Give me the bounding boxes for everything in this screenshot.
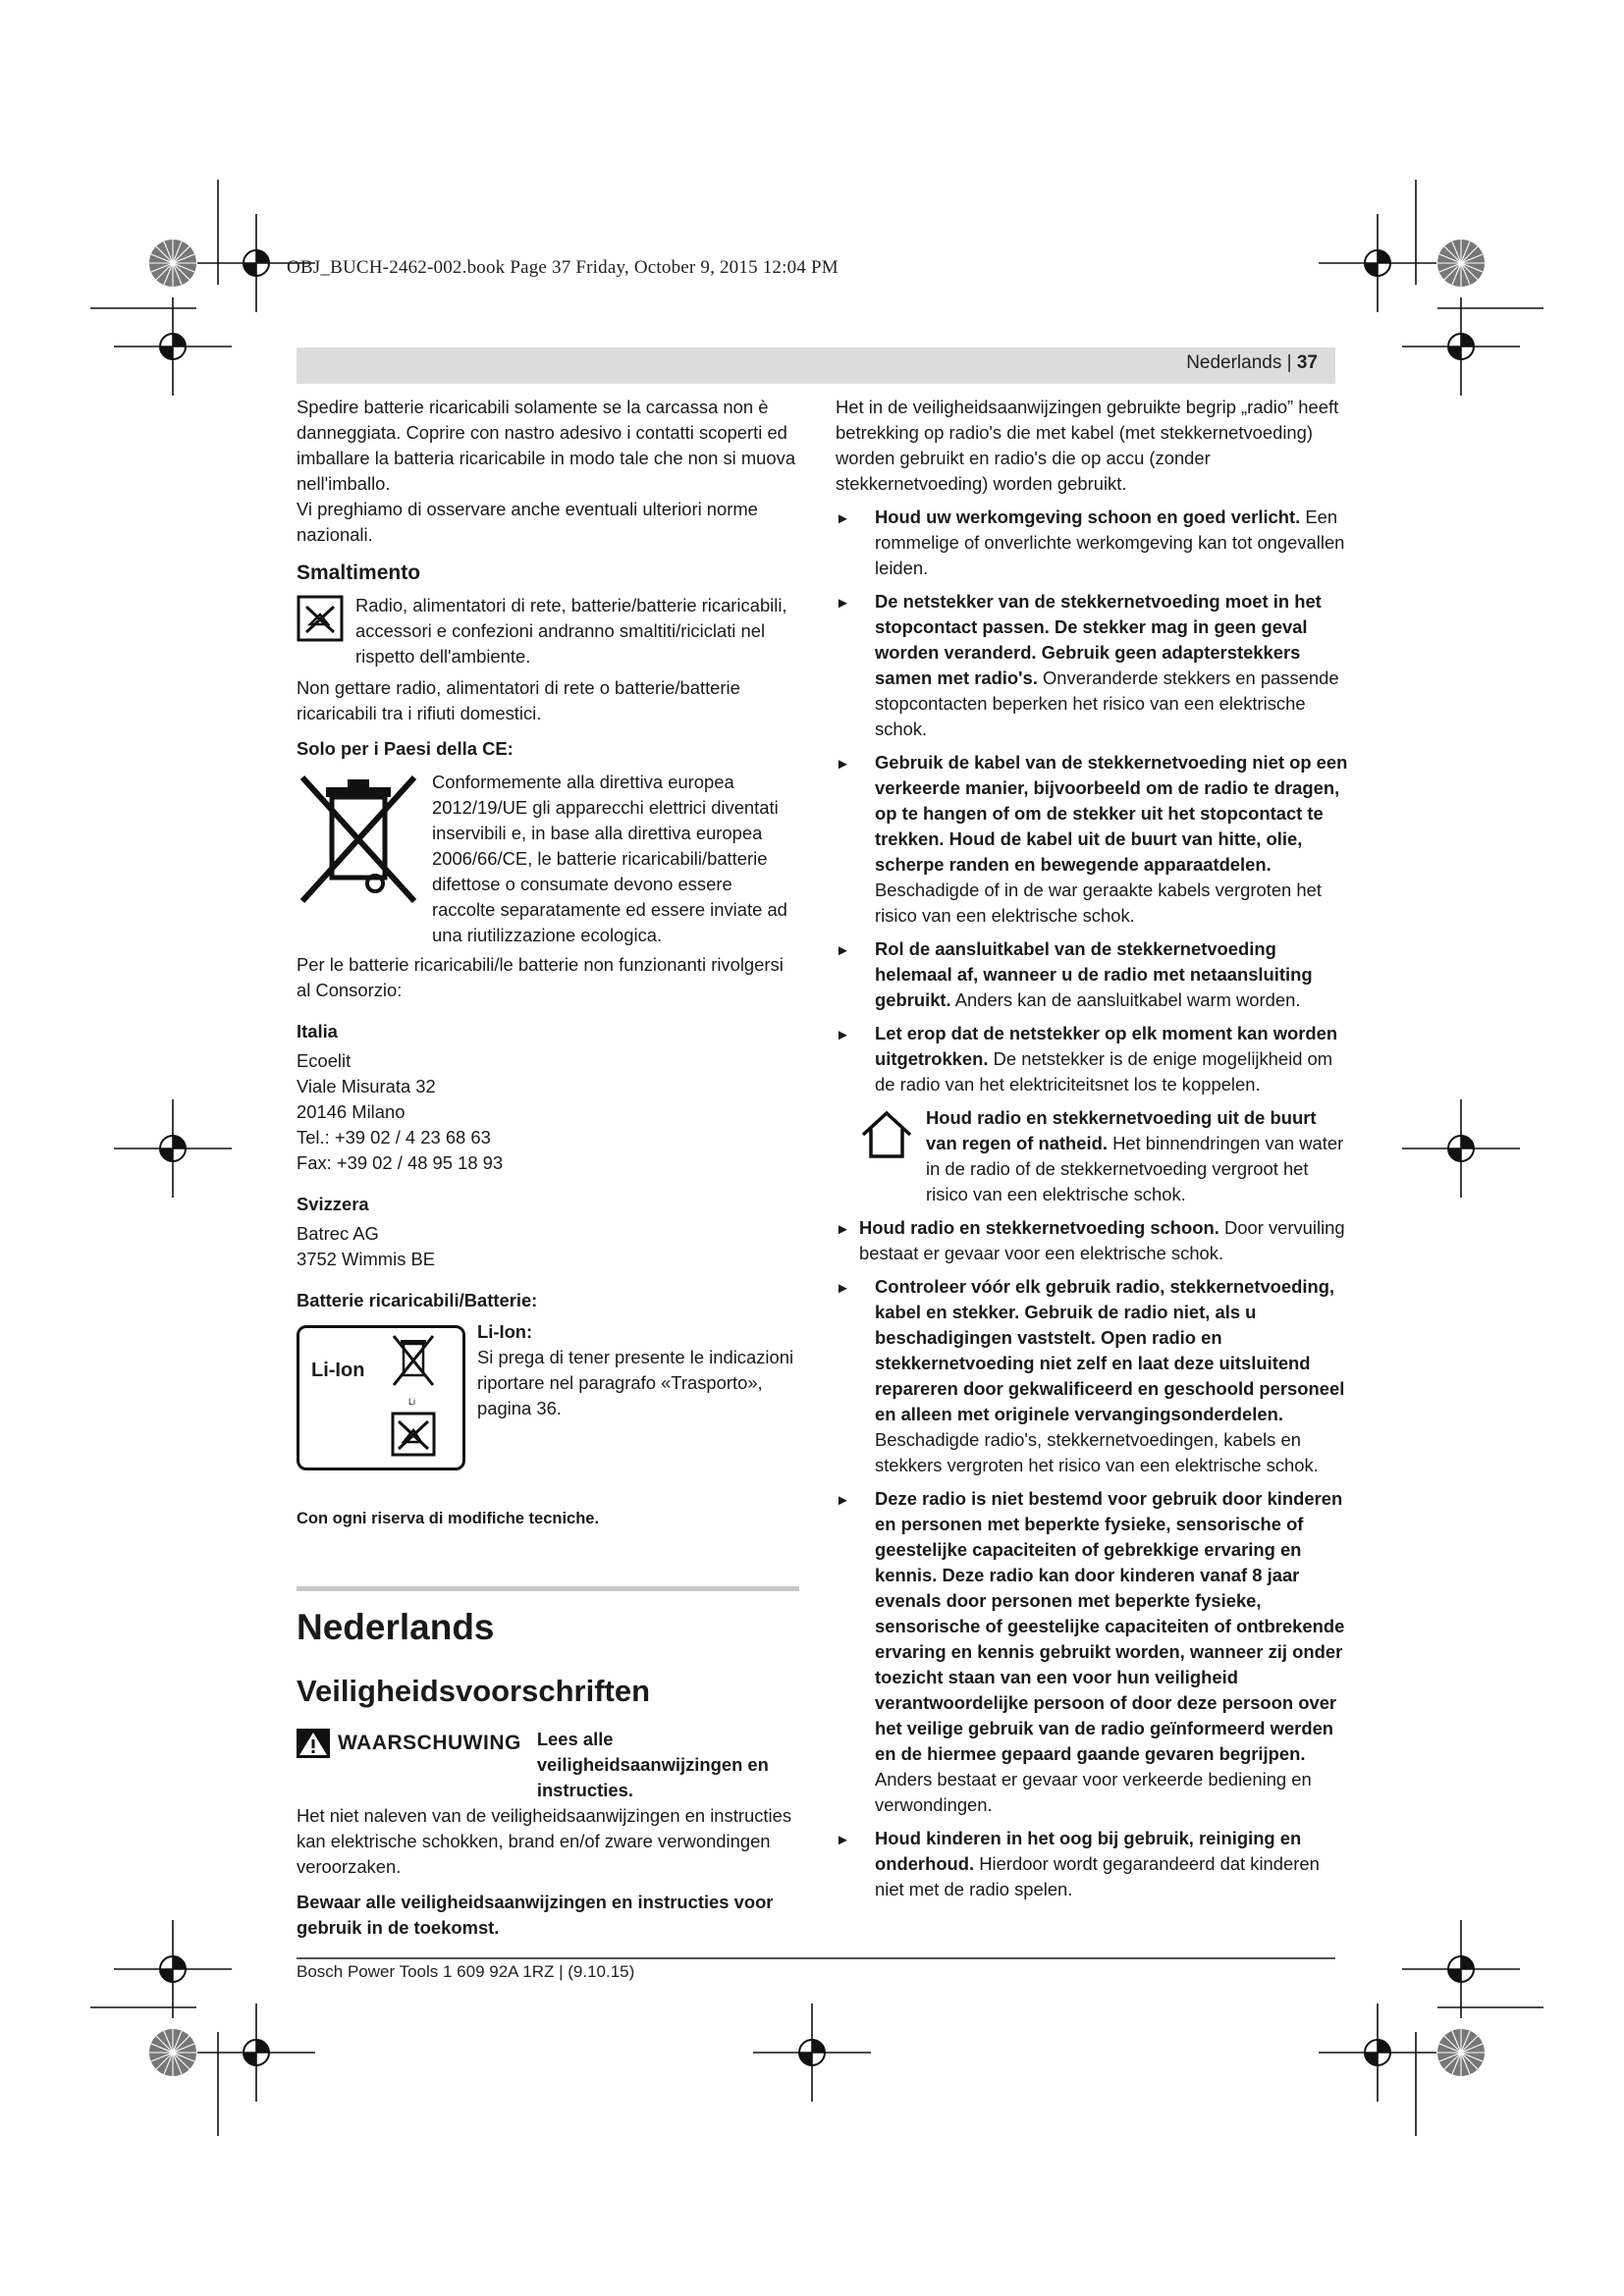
right-column (836, 395, 1351, 1902)
bullet-bold: Deze radio is niet bestemd voor gebruik door kinderen en personen met beperkte fysieke, sensorische of geestelijke capaciteiten of gebrekkige ervaring en kennis. Deze radio kan door kinderen vanaf 8 jaar evenals door personen met beperkte fysieke, sensorische of geestelijke capaciteiten of ontbrekende ervaring en kennis gebruikt worden, wanneer zij onder toezicht staan van een voor hun veiligheid verantwoordelijke persoon of door deze persoon over het veilige gebruik van de radio geïnformeerd werden en de hiermee gepaard gaande gevaren begrijpen. (875, 1488, 1345, 1764)
bullet-text: Onveranderde stekkers en passende stopcontacten beperken het risico van een elektrische schok. (875, 667, 1339, 739)
bullet-bold: Rol de aansluitkabel van de stekkernetvoeding helemaal af, wanneer u de radio met netaansluiting gebruikt. (875, 938, 1313, 1010)
safety-bullet (836, 936, 1351, 1013)
bullet-arrow-icon: ► (836, 1492, 850, 1509)
warning-block (297, 1727, 799, 1880)
bullet-text: Anders kan de aansluitkabel warm worden. (950, 989, 1301, 1010)
header-separator: | (1281, 352, 1297, 373)
batterie-heading: Batterie ricaricabili/Batterie: (297, 1290, 538, 1310)
transport-paragraph: Spedire batterie ricaricabili solamente se la carcassa non è danneggiata. Coprire con nastro adesivo i contatti scoperti ed imballare la batteria ricaricabile in modo tale che non si muova nell'imballo. (297, 397, 796, 494)
consorzio-paragraph: Per le batterie ricaricabili/le batterie non funzionanti rivolgersi al Consorzio: (297, 954, 784, 1000)
address-line: Viale Misurata 32 (297, 1076, 436, 1096)
page-header (1186, 352, 1318, 374)
bullet-text: Hierdoor wordt gegarandeerd dat kinderen niet met de radio spelen. (875, 1853, 1320, 1899)
warning-label: WAARSCHUWING (338, 1732, 521, 1754)
warning-triangle-icon (297, 1729, 330, 1758)
bullet-text: Door vervuiling bestaat er gevaar voor een elektrische schok. (859, 1217, 1345, 1263)
file-slug: OBJ_BUCH-2462-002.book Page 37 Friday, October 9, 2015 12:04 PM (287, 257, 839, 278)
bullet-arrow-icon: ► (836, 756, 850, 773)
safety-bullet (836, 1826, 1351, 1902)
bullet-arrow-icon: ► (836, 1027, 850, 1043)
norms-paragraph: Vi preghiamo di osservare anche eventuali ulteriori norme nazionali. (297, 499, 758, 545)
recycle-box-icon (297, 595, 344, 642)
house-icon (859, 1109, 914, 1160)
nederlands-heading: Nederlands (297, 1607, 495, 1647)
bullet-text: Beschadigde of in de war geraakte kabels vergroten het risico van een elektrische schok. (875, 880, 1322, 926)
bullet-text: De netstekker is de enige mogelijkheid om de radio van het elektriciteitsnet los te koppelen. (875, 1048, 1333, 1095)
bullet-bold: Gebruik de kabel van de stekkernetvoeding niet op een verkeerde manier, bijvoorbeeld om de radio te dragen, op te hangen of om de stekker uit het stopcontact te trekken. Houd de kabel uit de buurt van hitte, olie, scherpe randen en bewegende apparaatdelen. (875, 752, 1348, 875)
bullet-text: Een rommelige of onverlichte werkomgeving kan tot ongevallen leiden. (875, 507, 1345, 578)
italia-heading: Italia (297, 1021, 338, 1041)
bullet-arrow-icon: ► (836, 510, 850, 527)
address-line: Fax: +39 02 / 48 95 18 93 (297, 1152, 504, 1173)
household-waste-paragraph: Non gettare radio, alimentatori di rete o batterie/batterie ricaricabili tra i rifiuti domestici. (297, 677, 740, 723)
bullet-bold: Let erop dat de netstekker op elk moment kan worden uitgetrokken. (875, 1023, 1338, 1069)
bullet-bold: Houd uw werkomgeving schoon en goed verlicht. (875, 507, 1301, 527)
warning-badge (297, 1727, 521, 1758)
weee-text: Conformemente alla direttiva europea 2012/19/UE gli apparecchi elettrici diventati inservibili e, in base alla direttiva europea 2006/66/CE, le batterie ricaricabili/batterie difettose o consumate devono essere raccolte separatamente ed essere inviate ad una riutilizzazione ecologica. (432, 772, 787, 945)
crossed-bin-icon (297, 768, 420, 911)
safety-bullet (836, 750, 1351, 929)
safety-bullet (836, 1486, 1351, 1818)
safety-bullet (836, 505, 1351, 581)
bullet-bold: Houd radio en stekkernetvoeding schoon. (859, 1217, 1219, 1238)
bullet-arrow-icon: ► (836, 595, 850, 612)
recycle-row (297, 593, 799, 669)
bullet-arrow-icon: ► (836, 942, 850, 959)
bullet-text: Anders bestaat er gevaar voor verkeerde bediening en verwondingen. (875, 1769, 1312, 1815)
smaltimento-heading: Smaltimento (297, 561, 421, 584)
radio-definition-paragraph: Het in de veiligheidsaanwijzingen gebruikte begrip „radio” heeft betrekking op radio's die met kabel (met stekkernetvoeding) worden gebruikt en radio's die op accu (zonder stekkernetvoeding) worden gebruikt. (836, 397, 1339, 494)
address-line: Batrec AG (297, 1223, 379, 1244)
liion-text: Si prega di tener presente le indicazioni riportare nel paragrafo «Trasporto», pagina 36. (477, 1347, 794, 1418)
crossed-battery-bin-icon (390, 1332, 437, 1389)
liion-badge (297, 1325, 465, 1470)
bullet-bold: Houd kinderen in het oog bij gebruik, reiniging en onderhoud. (875, 1828, 1302, 1874)
veiligheid-heading: Veiligheidsvoorschriften (297, 1674, 651, 1708)
address-line: 20146 Milano (297, 1101, 406, 1122)
safety-bullet (836, 1215, 1351, 1266)
bullet-arrow-icon: ► (836, 1832, 850, 1848)
ce-heading: Solo per i Paesi della CE: (297, 738, 514, 759)
liion-heading: Li-Ion: (477, 1321, 533, 1342)
weee-row (297, 768, 799, 948)
address-line: 3752 Wimmis BE (297, 1249, 436, 1269)
footer-rule (297, 1957, 1335, 1959)
house-text: Het binnendringen van water in de radio of de stekkernetvoeding vergroot het risico van een elektrische schok. (926, 1133, 1344, 1204)
house-warning-row (836, 1105, 1351, 1207)
liion-row (297, 1319, 799, 1470)
section-rule (297, 1586, 799, 1591)
safety-bullet (836, 1274, 1351, 1478)
left-column (297, 395, 799, 1941)
liion-small-mark: Li (408, 1397, 416, 1407)
liion-text-block (477, 1319, 799, 1470)
address-line: Tel.: +39 02 / 4 23 68 63 (297, 1127, 491, 1148)
recycle-text: Radio, alimentatori di rete, batterie/batterie ricaricabili, accessori e confezioni andranno smaltiti/riciclati nel rispetto dell'ambiente. (355, 595, 787, 667)
warning-text: Het niet naleven van de veiligheidsaanwijzingen en instructies kan elektrische schokken, brand en/of zware verwondingen veroorzaken. (297, 1805, 792, 1877)
riserva-note: Con ogni riserva di modifiche tecniche. (297, 1510, 600, 1527)
battery-recycle-icon (390, 1411, 437, 1458)
page-number: 37 (1296, 352, 1318, 373)
page-footer: Bosch Power Tools 1 609 92A 1RZ | (9.10.15) (297, 1962, 635, 1981)
svizzera-address (297, 1221, 799, 1272)
bewaar-paragraph: Bewaar alle veiligheidsaanwijzingen en instructies voor gebruik in de toekomst. (297, 1892, 774, 1938)
italia-address (297, 1048, 799, 1176)
safety-bullet (836, 589, 1351, 742)
address-line: Ecoelit (297, 1050, 352, 1071)
bullet-text: Beschadigde radio's, stekkernetvoedingen, kabels en stekkers vergroten het risico van een elektrische schok. (875, 1429, 1319, 1475)
svizzera-heading: Svizzera (297, 1194, 369, 1214)
bullet-bold: De netstekker van de stekkernetvoeding moet in het stopcontact passen. De stekker mag in geen geval worden veranderd. Gebruik geen adapterstekkers samen met radio's. (875, 591, 1322, 688)
liion-badge-label: Li-Ion (311, 1360, 365, 1381)
header-bar (297, 347, 1335, 384)
header-section: Nederlands (1186, 352, 1282, 373)
house-bold: Houd radio en stekkernetvoeding uit de buurt van regen of natheid. (926, 1107, 1317, 1153)
safety-bullet (836, 1021, 1351, 1097)
warning-bold-text: Lees alle veiligheidsaanwijzingen en instructies. (536, 1729, 769, 1800)
bullet-arrow-icon: ► (836, 1280, 850, 1297)
bullet-bold: Controleer vóór elk gebruik radio, stekkernetvoeding, kabel en stekker. Gebruik de radio niet, als u beschadigingen vaststelt. Open radio en stekkernetvoeding niet zelf en laat deze uitsluitend repareren door gekwalificeerd en geschoold personeel en alleen met originele vervangingsonderdelen. (875, 1276, 1345, 1424)
bullet-arrow-icon: ► (836, 1221, 850, 1238)
